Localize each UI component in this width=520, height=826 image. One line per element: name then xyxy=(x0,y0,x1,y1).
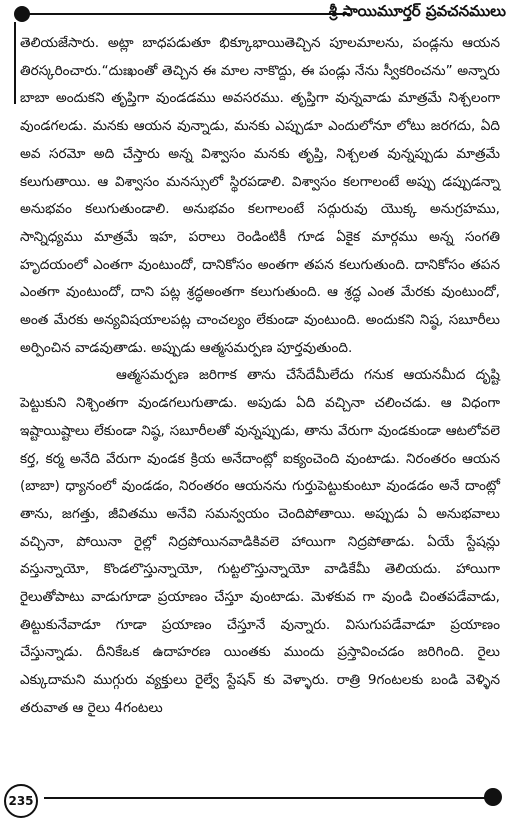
footer-ornament-dot xyxy=(484,788,502,806)
running-title: శ్రీ సాయిమూర్తర్ ప్రవచనములు xyxy=(328,2,506,20)
body-text xyxy=(20,30,500,723)
running-header xyxy=(10,0,510,28)
page-number: 235 xyxy=(4,784,38,818)
header-rule xyxy=(24,13,350,15)
paragraph-2: ఆత్మసమర్పణ జరిగాక తాను చేసేదేమీలేదు గనుక ఆయనమీద దృష్టి పెట్టుకుని నిశ్చింతగా వుండగలుగుతాడు. అపుడు ఏది వచ్చినా చలించడు. ఆ విధంగా ఇష్టాయిష్టాలు లేకుండా నిష్ఠ, సబూరీలతో వున్నప్పుడు, తాను వేరుగా వుండకుండా ఆటలోవలె కర్త, కర్మ అనేది వేరుగా వుండక క్రియ అనేదాంట్లో ఐక్యంచెంది వుంటాడు. నిరంతరం ఆయన (బాబా) ధ్యానంలో వుండడం, నిరంతరం ఆయనను గుర్తుపెట్టుకుంటూ వుండడం అనే దాంట్లో తాను, జగత్తు, జీవితము అనేవి సమన్వయం చెందిపోతాయి. అప్పుడు ఏ అనుభవాలు వచ్చినా, పోయినా రైల్లో నిద్రపోయినవాడికివలె హాయిగా నిద్రపోతాడు. ఏయే స్టేషన్లు వస్తున్నాయో, కొండలొస్తున్నాయో, గుట్టలొస్తున్నాయో వాడికేమీ తెలియదు. హాయిగా రైలుతోపాటు వాడుగూడా ప్రయాణం చేస్తూ వుంటాడు. మెళకువ గా వుండి చింతపడేవాడు, తిట్టుకునేవాడూ గూడా ప్రయాణం చేస్తూనే వున్నారు. విసుగుపడేవాడూ ప్రయాణం చేస్తున్నాడు. దీనికేఒక ఉదాహరణ యింతకు ముందు ప్రస్తావించడం జరిగింది. రైలు ఎక్కుదామని ముగ్గురు వ్యక్తులు రైల్వే స్టేషన్ కు వెళ్ళారు. రాత్రి 9గంటలకు బండి వెళ్ళిన తరువాత ఆ రైలు 4గంటలు xyxy=(20,367,500,716)
left-border-line xyxy=(14,22,16,104)
footer-rule xyxy=(44,797,496,799)
paragraph-1: తెలియజేసారు. అట్లా బాధపడుతూ భిక్కూభాయితెచ్చిన పూలమాలను, పండ్లను ఆయన తిరస్కరించారు.“దుఃఖంతో తెచ్చిన ఈ మాల నాకొద్దు, ఈ పండ్లు నేను స్వీకరించను” అన్నారు బాబా అందుకని తృప్తిగా వుండడము అవసరము. తృప్తిగా వున్నవాడు మాత్రమే నిశ్చలంగా వుండగలడు. మనకు ఆయన వున్నాడు, మనకు ఎప్పుడూ ఎందులోనూ లోటు జరగదు, ఏది అవ సరమో అది చేస్తారు అన్న విశ్వాసం మనకు తృప్తి, నిశ్చలత వున్నప్పుడు మాత్రమే కలుగుతాయి. ఆ విశ్వాసం మనస్సులో స్థిరపడాలి. విశ్వాసం కలగాలంటే అప్పు డప్పుడన్నా అనుభవం కలుగుతుండాలి. అనుభవం కలగాలంటే సద్గురువు యొక్క అనుగ్రహము, సాన్నిధ్యము మాత్రమే ఇహ, పరాలు రెండింటికీ గూడ ఏకైక మార్గము అన్న సంగతి హృదయంలో ఎంతగా వుంటుందో, దానికోసం అంతగా తపన కలుగుతుంది. దానికోసం తపన ఎంతగా వుంటుందో, దాని పట్ల శ్రద్ధఅంతగా కలుగుతుంది. ఆ శ్రద్ధ ఎంత మేరకు వుంటుందో, అంత మేరకు అన్యవిషయాలపట్ల చాంచల్యం లేకుండా వుంటుంది. అందుకని నిష్ఠ, సబూరీలు అర్పించిన వాడవుతాడు. అప్పుడు ఆత్మసమర్పణ పూర్తవుతుంది. xyxy=(20,35,500,356)
